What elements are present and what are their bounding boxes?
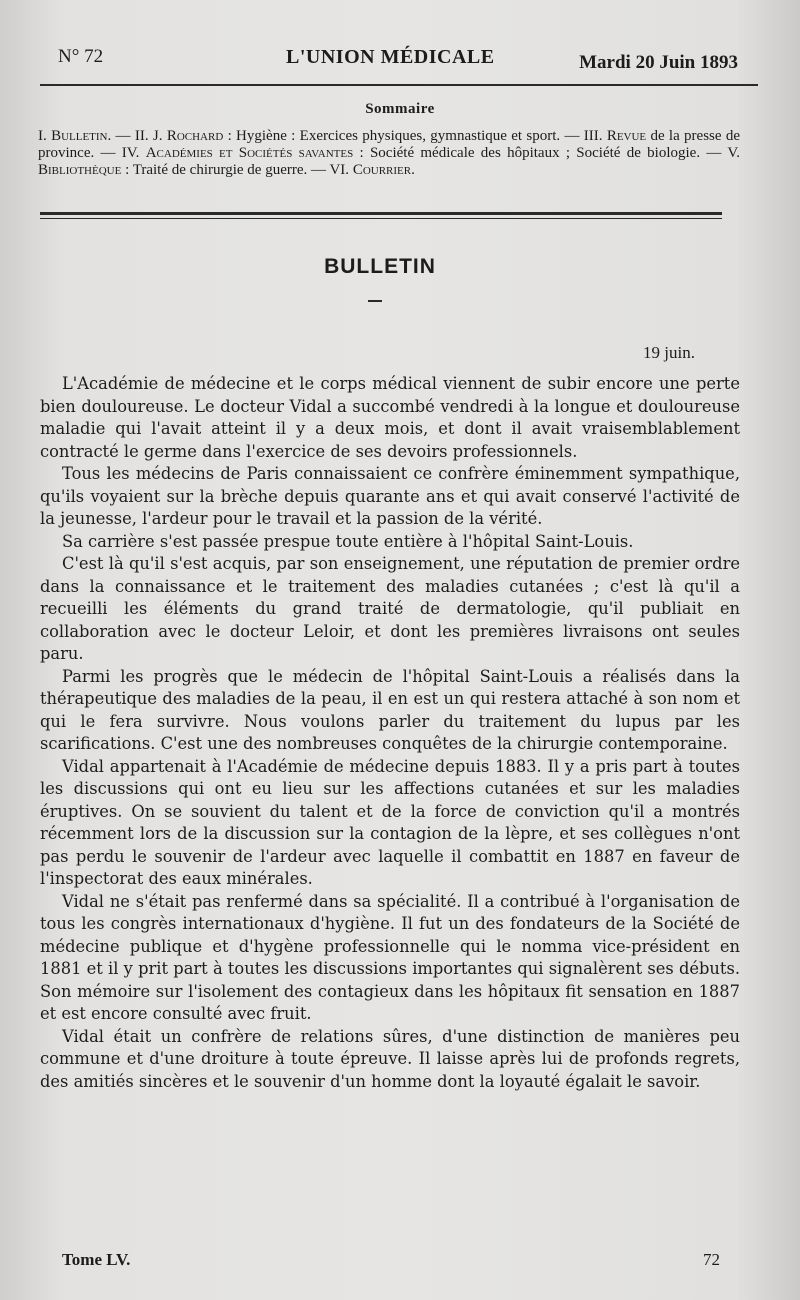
sommaire-title: Sommaire — [365, 101, 435, 117]
sommaire-heading: Bibliothèque — [38, 162, 122, 178]
footer-page-number: 72 — [703, 1250, 720, 1269]
paragraph: Sa carrière s'est passée prespue toute entière à l'hôpital Saint-Louis. — [62, 531, 634, 551]
paragraph: C'est là qu'il s'est acquis, par son enseignement, une réputation de premier ordre dans la connaissance et le traitement des maladies cutanées ; c'est là qu'il a recueilli les éléments du grand traité de dermatologie, qu'il publiait en collaboration avec le docteur Leloir, et dont les premières livraisons ont seules paru. — [40, 554, 740, 663]
sommaire-heading: Courrier — [352, 162, 412, 178]
sommaire-heading: Revue — [606, 128, 647, 144]
sommaire-fragment: de la presse de province. — IV. — [38, 128, 741, 161]
journal-title: L'UNION MÉDICALE — [286, 46, 495, 68]
sommaire-fragment: . — [411, 162, 415, 178]
paragraph: Vidal appartenait à l'Académie de médecine depuis 1883. Il y a pris part à toutes les discussions qui ont eu lieu sur les affections cutanées et sur les maladies éruptives. On se souvient du talent et de la force de conviction qu'il a montrés récemment lors de la discussion sur la contagion de la lèpre, et ses collègues n'ont pas perdu le souvenir de l'ardeur avec laquelle il combattit en 1887 en faveur de l'inspectorat des eaux minérales. — [40, 756, 740, 888]
sommaire-heading: Rochard — [166, 128, 224, 144]
section-rule-thin — [40, 218, 722, 219]
footer-tome: Tome LV. — [62, 1250, 131, 1269]
paragraph: L'Académie de médecine et le corps médical viennent de subir encore une perte bien douloureuse. Le docteur Vidal a succombé vendredi à la longue et douloureuse maladie qui l'avait atteint il y a deux mois, et dont il avait vraisemblablement contracté le germe dans l'exercice de ses devoirs professionnels. — [40, 374, 740, 461]
article-body — [40, 373, 740, 1093]
header-rule — [40, 84, 758, 86]
paragraph: Vidal était un confrère de relations sûres, d'une distinction de manières peu commune et d'une droiture à toute épreuve. Il laisse après lui de profonds regrets, des amitiés sincères et le souvenir d'un homme dont la loyauté égalait le savoir. — [40, 1026, 740, 1091]
bulletin-title: BULLETIN — [324, 255, 436, 278]
section-rule-thick — [40, 212, 722, 215]
sommaire-heading: Bulletin — [51, 128, 108, 144]
sommaire-text — [38, 128, 740, 179]
sommaire-fragment: : Hygiène : Exercices physiques, gymnastique et sport. — III. — [223, 128, 607, 144]
paragraph: Tous les médecins de Paris connaissaient ce confrère éminemment sympathique, qu'ils voyaient sur la brèche depuis quarante ans et qui avait conservé l'activité de la jeunesse, l'ardeur pour le travail et la passion de la vérité. — [40, 464, 740, 528]
paragraph: Parmi les progrès que le médecin de l'hôpital Saint-Louis a réalisés dans la thérapeutique des maladies de la peau, il en est un qui restera attaché à son nom et qui le fera survivre. Nous voulons parler du traitement du lupus par les scarifications. C'est une des nombreuses conquêtes de la chirurgie contemporaine. — [40, 666, 740, 753]
issue-number: N° 72 — [58, 46, 104, 67]
bulletin-date: 19 juin. — [643, 343, 695, 362]
sommaire-fragment: : Traité de chirurgie de guerre. — VI. — [121, 162, 353, 178]
paragraph: Vidal ne s'était pas renfermé dans sa spécialité. Il a contribué à l'organisation de tous les congrès internationaux d'hygiène. Il fut un des fondateurs de la Société de médecine publique et d'hygène professionnelle qui le nomma vice-président en 1881 et il y prit part à toutes les discussions importantes qui signalèrent ses débuts. Son mémoire sur l'isolement des contagieux dans les hôpitaux fit sensation en 1887 et est encore consulté avec fruit. — [40, 891, 740, 1023]
page-header — [58, 40, 738, 80]
sommaire-fragment: : Société médicale des hôpitaux ; Société de biologie. — V. — [353, 145, 741, 161]
bulletin-dash — [368, 300, 382, 302]
sommaire-fragment: I. — [38, 128, 52, 144]
sommaire-fragment: . — II. J. — [107, 128, 167, 144]
sommaire-heading: Académies et Sociétés savantes — [145, 145, 354, 161]
issue-date: Mardi 20 Juin 1893 — [579, 52, 738, 73]
